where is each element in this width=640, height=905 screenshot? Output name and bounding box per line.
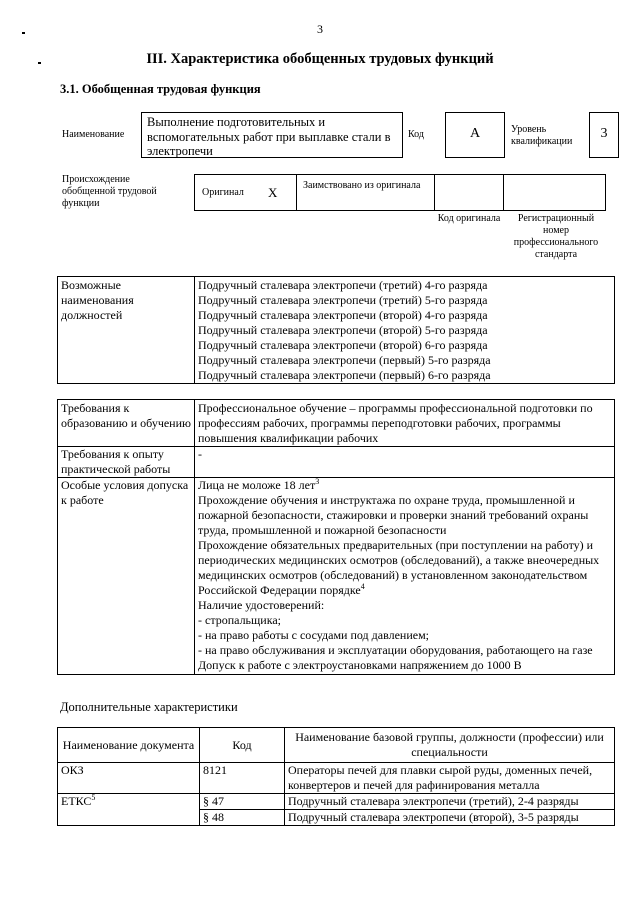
table-row [58, 400, 615, 447]
positions-list [195, 277, 615, 384]
table-row [58, 277, 615, 384]
list-item: Подручный сталевара электропечи (второй) 5-го разряда [198, 323, 488, 337]
list-item: Подручный сталевара электропечи (первый) 6-го разряда [198, 368, 491, 382]
origin-divider [434, 174, 435, 211]
col-header-document: Наименование документа [58, 728, 200, 763]
reg-number-caption: Регистрационный номер профессионального стандарта [513, 213, 599, 260]
requirements-table [57, 399, 615, 675]
subsection-title: 3.1. Обобщенная трудовая функция [60, 82, 261, 96]
list-item: Лица не моложе 18 лет$^3$ [198, 477, 320, 492]
origin-divider [503, 174, 504, 211]
page-number: 3 [317, 22, 323, 36]
name-value: Выполнение подготовительных и вспомогательных работ при выплавке стали в электропечи [147, 115, 391, 158]
footnote-mark: 4 [360, 582, 365, 591]
list-item: - на право работы с сосудами под давлением; [198, 628, 429, 642]
list-item: - на право обслуживания и эксплуатации оборудования, работающего на газе [198, 643, 593, 657]
original-label: Оригинал [202, 187, 244, 198]
additional-table [57, 727, 615, 826]
list-item: - стропальщика; [198, 613, 281, 627]
doc-cell: ОКЗ [58, 763, 200, 794]
level-value: 3 [600, 126, 608, 141]
education-value: Профессиональное обучение – программы профессиональной подготовки по профессиям рабочих, программы переподготовки рабочих, программы повышения квалификации рабочих [195, 400, 615, 447]
list-item: Прохождение обязательных предварительных (при поступлении на работу) и периодических медицинских осмотров (обследований), а также внеочередных медицинских осмотров (обследований) в установленном законодательством Российской Федерации порядке$^4$ [198, 538, 600, 597]
original-mark: X [268, 185, 278, 200]
code-cell: § 47 [200, 794, 285, 810]
footnote-mark: 3 [315, 477, 320, 486]
doc-cell: ЕТКС$^5$ [58, 794, 200, 826]
list-item: Подручный сталевара электропечи (третий) 5-го разряда [198, 293, 488, 307]
code-cell: 8121 [200, 763, 285, 794]
col-header-code: Код [200, 728, 285, 763]
experience-label: Требования к опыту практической работы [58, 447, 195, 478]
table-row [58, 447, 615, 478]
additional-title: Дополнительные характеристики [60, 700, 238, 714]
table-row [58, 478, 615, 675]
level-label: Уровень квалификации [511, 124, 573, 147]
list-item: Допуск к работе с электроустановками напряжением до 1000 В [198, 658, 522, 672]
col-header-name: Наименование базовой группы, должности (профессии) или специальности [285, 728, 615, 763]
experience-value: - [195, 447, 615, 478]
code-label: Код [408, 129, 424, 140]
education-label: Требования к образованию и обучению [58, 400, 195, 447]
table-row [58, 794, 615, 810]
footnote-mark: 5 [91, 793, 96, 802]
positions-label: Возможные наименования должностей [58, 277, 195, 384]
origin-divider [296, 174, 297, 211]
code-cell: § 48 [200, 810, 285, 826]
table-row [58, 728, 615, 763]
section-title: III. Характеристика обобщенных трудовых функций [146, 51, 494, 67]
positions-table [57, 276, 615, 384]
code-value: А [469, 126, 481, 141]
name-cell: Подручный сталевара электропечи (третий), 2-4 разряды [285, 794, 615, 810]
borrowed-label: Заимствовано из оригинала [303, 180, 421, 191]
list-item: Наличие удостоверений: [198, 598, 325, 612]
list-item: Прохождение обучения и инструктажа по охране труда, промышленной и пожарной безопасности, стажировки и проверки знаний требований охраны труда, промышленной и пожарной безопасности [198, 493, 589, 537]
origin-label: Происхождение обобщенной трудовой функции [62, 174, 157, 209]
list-item: Подручный сталевара электропечи (второй) 4-го разряда [198, 308, 488, 322]
name-cell: Операторы печей для плавки сырой руды, доменных печей, конвертеров и печей для рафинирования металла [285, 763, 615, 794]
table-row [58, 763, 615, 794]
list-item: Подручный сталевара электропечи (первый) 5-го разряда [198, 353, 491, 367]
special-conditions-list [195, 478, 615, 675]
list-item: Подручный сталевара электропечи (третий) 4-го разряда [198, 278, 488, 292]
name-cell: Подручный сталевара электропечи (второй), 3-5 разряды [285, 810, 615, 826]
special-conditions-label: Особые условия допуска к работе [58, 478, 195, 675]
code-original-caption: Код оригинала [437, 213, 501, 224]
name-label: Наименование [62, 129, 125, 140]
list-item: Подручный сталевара электропечи (второй) 6-го разряда [198, 338, 488, 352]
